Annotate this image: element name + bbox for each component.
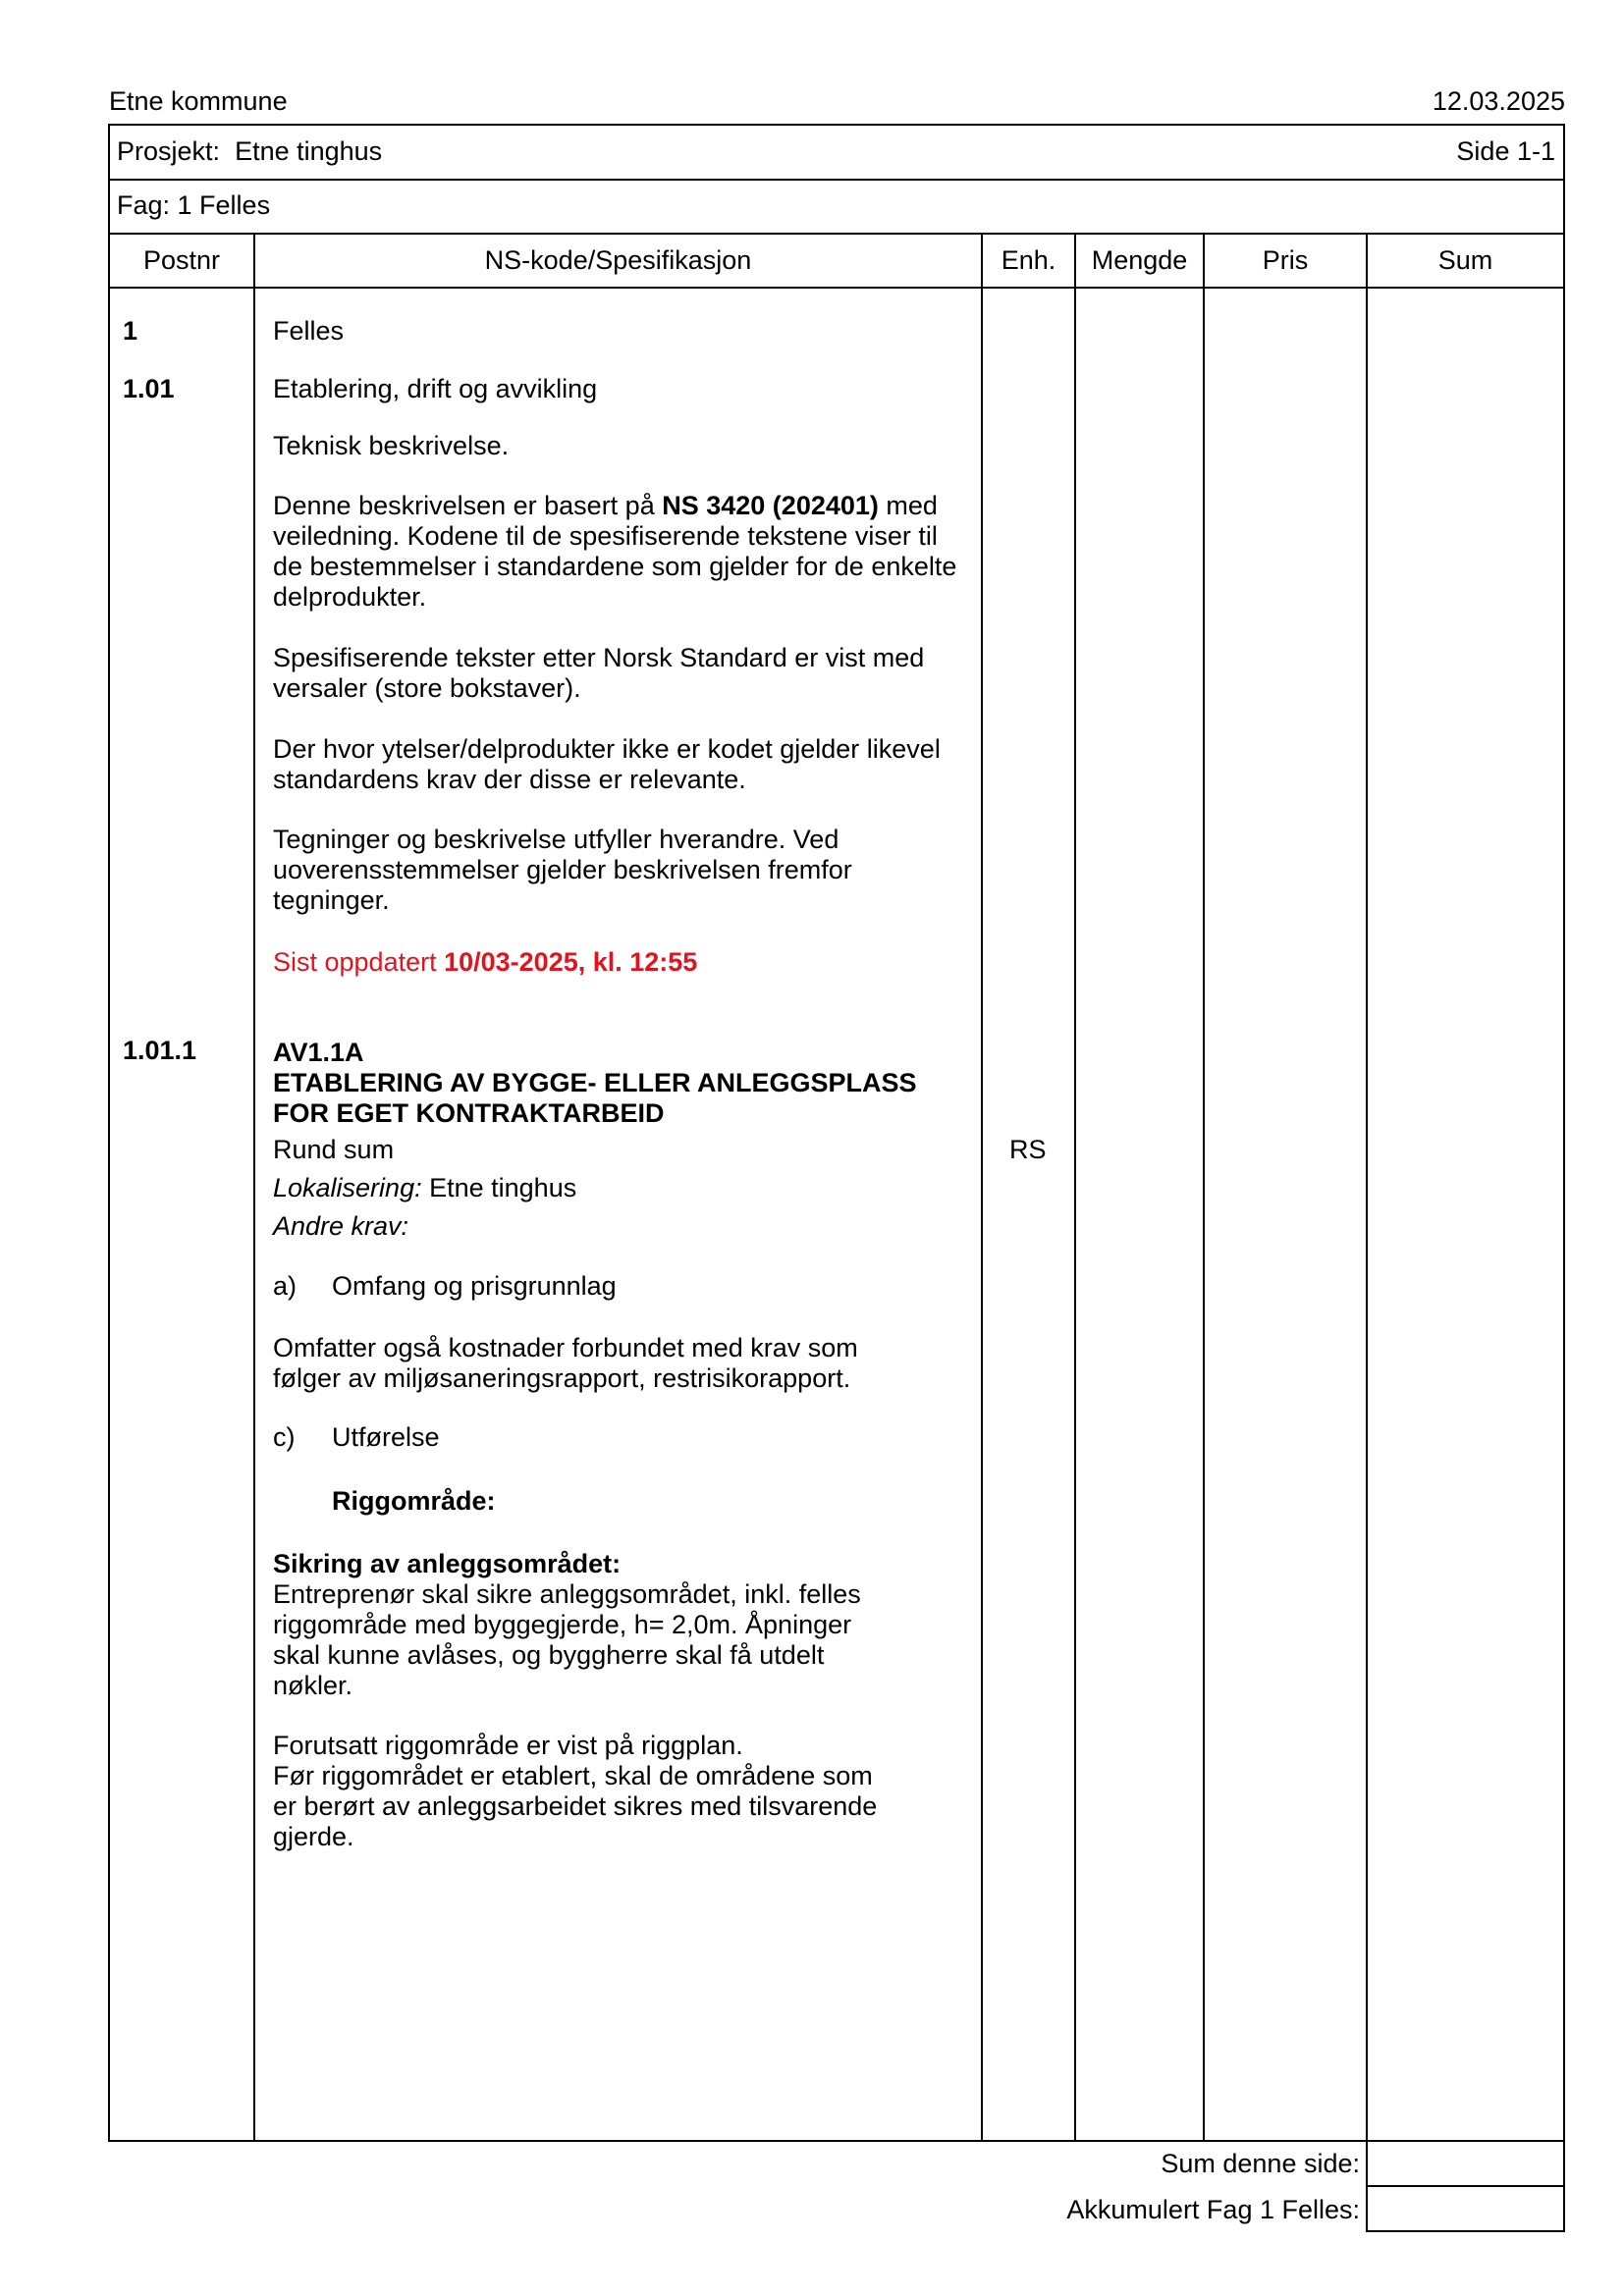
item-a-text: Omfang og prisgrunnlag [332,1271,617,1301]
project-name: Etne tinghus [235,136,383,166]
basert-line-1: Denne beskrivelsen er basert på NS 3420 (202401) med [273,491,938,520]
sist-oppdatert-value: 10/03-2025, kl. 12:55 [444,947,698,977]
column-header-postnr: Postnr [142,245,221,275]
sum-denne-side-label: Sum denne side: [1161,2149,1360,2178]
document-date: 12.03.2025 [1432,86,1565,116]
forut-line-3: er berørt av anleggsarbeidet sikres med tilsvarende [273,1791,878,1821]
teknisk-beskrivelse: Teknisk beskrivelse. [273,431,510,460]
postnr-1: 1 [123,316,138,346]
teg-line-3: tegninger. [273,885,390,915]
teg-line-1: Tegninger og beskrivelse utfyller hverandre. Ved [273,825,839,854]
ns-heading-line-2: FOR EGET KONTRAKTARBEID [273,1098,665,1128]
omfatter-line-2: følger av miljøsaneringsrapport, restrisikorapport. [273,1363,851,1393]
postnr-1-01-1: 1.01.1 [123,1036,197,1065]
item-c-text: Utførelse [332,1422,440,1452]
omfatter-line-1: Omfatter også kostnader forbundet med krav som [273,1333,858,1362]
andre-krav: Andre krav: [273,1211,409,1241]
column-header-unit: Enh. [1001,245,1056,275]
organization-name: Etne kommune [109,86,288,116]
lokalisering [273,1175,576,1201]
ns-heading-line-1: ETABLERING AV BYGGE- ELLER ANLEGGSPLASS [273,1068,917,1097]
ns-code: AV1.1A [273,1038,364,1067]
sikring-title: Sikring av anleggsområdet: [273,1549,622,1578]
akkumulert-value [1368,2197,1563,2226]
column-header-spec: NS-kode/Spesifikasjon [484,245,752,275]
sikring-line-1: Entreprenør skal sikre anleggsområdet, inkl. felles [273,1579,861,1609]
sikring-line-3: skal kunne avlåses, og byggherre skal få utdelt [273,1640,825,1670]
basert-line-4: delprodukter. [273,582,427,612]
der-line-1: Der hvor ytelser/delprodukter ikke er kodet gjelder likevel [273,734,941,764]
forut-line-4: gjerde. [273,1822,354,1851]
basert-line-3: de bestemmelser i standardene som gjelder for de enkelte [273,552,957,581]
row-1-title: Felles [273,316,345,346]
sikring-line-4: nøkler. [273,1671,353,1700]
fag-label: Fag: 1 Felles [117,190,271,220]
teg-line-2: uoverensstemmelser gjelder beskrivelsen fremfor [273,855,852,884]
item-a-letter: a) [273,1271,298,1301]
item-c-letter: c) [273,1422,296,1452]
forut-line-1: Forutsatt riggområde er vist på riggplan. [273,1731,743,1760]
sikring-line-2: riggområde med byggegjerde, h= 2,0m. Åpninger [273,1610,852,1639]
der-line-2: standardens krav der disse er relevante. [273,765,746,794]
project-label [117,138,382,165]
rund-sum: Rund sum [273,1135,395,1164]
postnr-1-01: 1.01 [123,374,175,403]
sist-oppdatert: Sist oppdatert 10/03-2025, kl. 12:55 [273,947,698,977]
column-header-sum: Sum [1437,245,1493,275]
spes-line-2: versaler (store bokstaver). [273,673,581,703]
project-label-text: Prosjekt: [117,136,221,166]
row-1-01-title: Etablering, drift og avvikling [273,374,598,403]
page-number: Side 1-1 [1456,136,1555,166]
akkumulert-label: Akkumulert Fag 1 Felles: [1066,2195,1360,2224]
column-header-price: Pris [1262,245,1309,275]
column-header-quantity: Mengde [1091,245,1188,275]
lokalisering-value: Etne tinghus [421,1173,577,1202]
spes-line-1: Spesifiserende tekster etter Norsk Standard er vist med [273,643,925,672]
sum-denne-side-value [1368,2151,1563,2180]
unit-rs: RS [1009,1135,1047,1164]
forut-line-2: Før riggområdet er etablert, skal de områdene som [273,1761,873,1790]
lokalisering-label: Lokalisering: [273,1173,422,1202]
riggomrade-heading: Riggområde: [332,1486,496,1516]
basert-line-2: veiledning. Kodene til de spesifiserende tekstene viser til [273,521,938,551]
